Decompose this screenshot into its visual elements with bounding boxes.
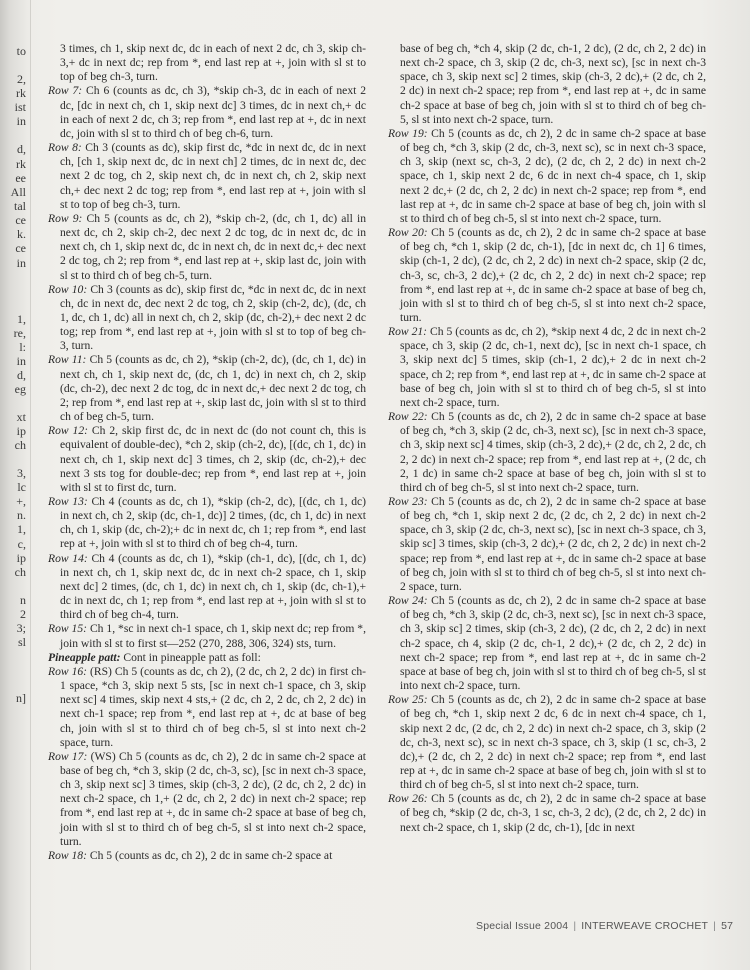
gutter-fragment: ee: [15, 171, 26, 185]
gutter-fragment: ch: [14, 438, 26, 452]
row-label: Row 15:: [48, 622, 87, 636]
gutter-fragment: xt: [16, 410, 26, 424]
gutter-fragment: ip: [16, 424, 26, 438]
pattern-row: [48, 622, 366, 650]
row-label: Row 12:: [48, 424, 88, 438]
pattern-row: [388, 42, 706, 127]
row-instructions: Ch 5 (counts as dc, ch 2), 2 dc in same ch-2 space at base of beg ch, *ch 3, skip (2 dc, ch-3, next sc), sc in next ch-3 space, ch 3, skip (next sc, ch-3, 2 dc), (2 dc, ch 2, 2 dc) in next ch-2 space, ch 1, skip next 2 dc, 6 dc in next ch-4 space, ch 1, skip next 2 dc,+ (2 dc, ch 2, 2 dc) in next ch-2 space; rep from *, end last rep at +, dc in same ch-2 space at base of beg ch, join with sl st to third ch of beg ch-5, sl st into next ch-2 space, turn.: [400, 126, 706, 225]
gutter-fragment: ce: [15, 241, 26, 255]
pattern-row: [388, 792, 706, 834]
gutter-fragment: 1,: [17, 312, 26, 326]
pattern-row: [48, 141, 366, 212]
gutter-fragment: 3,: [17, 466, 26, 480]
row-instructions: base of beg ch, *ch 4, skip (2 dc, ch-1, 2 dc), (2 dc, ch 2, 2 dc) in next ch-2 space, ch 3, skip (2 dc, ch-3, next sc), [sc in next ch-3 space, ch 3, skip next sc] 2 times, skip (ch-3, 2 dc),+ (2 dc, ch 2, 2 dc) in next ch-2 space; rep from *, end last rep at +, dc in same ch-2 space at base of beg ch, join with sl st to third ch of beg ch-5, sl st into next ch-2 space, turn.: [400, 42, 706, 126]
row-instructions: Ch 5 (counts as dc, ch 2), 2 dc in same ch-2 space at base of beg ch, *ch 1, skip (2 dc, ch-1), [dc in next dc, ch 1] 6 times, skip (ch-1, 2 dc), (2 dc, ch 2, 2 dc) in next ch-2 space, skip (2 dc, ch-3, sc, ch-3, 2 dc),+ (2 dc, ch 2, 2 dc) in next ch-2 space; rep from *, end last rep at +, dc in same ch-2 space at base of beg ch, join with sl st to third ch of beg ch-5, sl st into next ch-2 space, turn.: [400, 226, 706, 324]
gutter-fragment: ist: [14, 100, 26, 114]
pattern-row: [48, 849, 366, 863]
row-instructions: Ch 4 (counts as dc, ch 1), *skip (ch-2, dc), [(dc, ch 1, dc) in next ch, ch 2, skip (dc, ch-1, dc)] 2 times, (dc, ch 1, dc) in next ch, ch 1, skip (dc, ch-2);+ dc in next dc, ch 1; rep from *, end last rep at +, join with sl st to third ch of beg ch-4, turn.: [60, 495, 367, 551]
pattern-row: [388, 495, 706, 594]
row-instructions: Ch 6 (counts as dc, ch 3), *skip ch-3, dc in each of next 2 dc, [dc in next ch, ch 1, skip next dc] 3 times, dc in next ch,+ dc in each of next 2 dc, ch 3; rep from *, end last rep at +, dc in next dc, join with sl st to third ch of beg ch-6, turn.: [60, 84, 367, 140]
gutter-fragment: eg: [14, 382, 26, 396]
footer-issue: Special Issue 2004: [476, 920, 569, 932]
footer-page-number: 57: [721, 920, 734, 932]
gutter-fragment: rk: [16, 157, 26, 171]
gutter-fragment: in: [16, 256, 26, 270]
gutter-fragment: l:: [19, 340, 26, 354]
row-label: Row 24:: [388, 594, 428, 608]
gutter-fragment: d,: [17, 368, 26, 382]
row-label: Row 19:: [388, 126, 428, 140]
row-instructions: Ch 2, skip first dc, dc in next dc (do not count ch, this is equivalent of double-dec), *ch 2, skip (ch-2, dc), [(dc, ch 1, dc) in next ch, ch 1, skip next dc] 3 times, ch 2, skip (dc, ch-2),+ dec next 3 sts tog for double-dec; rep from *, end last rep at +, join with sl st to first dc, turn.: [60, 424, 366, 494]
footer-publication: INTERWEAVE CROCHET: [581, 920, 709, 932]
footer-separator: |: [713, 920, 717, 932]
pattern-row: [48, 665, 366, 750]
gutter-fragment: 2,: [17, 72, 26, 86]
pattern-row: [48, 84, 366, 141]
row-instructions: Ch 5 (counts as dc, ch 2), *skip ch-2, (dc, ch 1, dc) all in next dc, ch 2, skip ch-2, dec next 2 dc tog, dc in next dc, dc in next ch, ch 1, skip next dc, dc in next ch, dc in next dc,+ dec next 2 dc tog, ch 2; rep from *, end last rep at +, skip last dc, join with sl st to third ch of beg ch-5, turn.: [60, 211, 366, 282]
row-instructions: 3 times, ch 1, skip next dc, dc in each of next 2 dc, ch 3, skip ch-3,+ dc in next dc; rep from *, end last rep at +, join with sl st to top of beg ch-3, turn.: [60, 42, 366, 84]
pattern-row: [48, 424, 366, 495]
gutter-fragment: c,: [17, 537, 26, 551]
row-label: Row 10:: [48, 282, 88, 296]
gutter-fragment: d,: [17, 142, 26, 156]
gutter-fragment: ce: [15, 213, 26, 227]
row-instructions: Ch 1, *sc in next ch-1 space, ch 1, skip next dc; rep from *, join with sl st to first st—252 (270, 288, 306, 324) sts, turn.: [60, 622, 366, 650]
gutter-fragment: re,: [13, 326, 26, 340]
row-instructions: (WS) Ch 5 (counts as dc, ch 2), 2 dc in same ch-2 space at base of beg ch, *ch 3, skip (2 dc, ch-3, sc), [sc in next ch-3 space, ch 3, skip next sc] 3 times, skip (ch-3, 2 dc), (2 dc, ch 2, 2 dc) in next ch-2 space, ch 1,+ (2 dc, ch 2, 2 dc) in next ch-2 space; rep from *, end last rep at +, dc in same ch-2 space at base of beg ch, join with sl st to third ch of beg ch-5, sl st into next ch-2 space, turn.: [60, 749, 366, 848]
row-label: Row 8:: [48, 141, 82, 155]
pattern-row: [48, 42, 366, 84]
gutter-fragment: k.: [17, 227, 26, 241]
pattern-row: [388, 325, 706, 410]
gutter-fragment: 1,: [17, 522, 26, 536]
gutter-fragment: ip: [16, 551, 26, 565]
row-label: Row 9:: [48, 211, 83, 225]
pattern-row: [388, 693, 706, 792]
pattern-row: [388, 410, 706, 495]
row-label: Row 11:: [48, 353, 87, 367]
row-instructions: Ch 3 (counts as dc), skip first dc, *dc in next dc, dc in next ch, [ch 1, skip next dc, dc in next ch] 2 times, dc in next dc, dec next 2 dc tog, ch 2, skip next ch, dc in next ch, ch 2, skip next ch,+ dec next 2 dc tog; rep from *, end last rep at +, join with sl st to top of beg ch-3, turn.: [60, 141, 366, 211]
section-heading: Pineapple patt:: [48, 650, 121, 664]
gutter-fragment: rk: [16, 86, 26, 100]
row-label: Row 13:: [48, 495, 88, 508]
pattern-row: [48, 750, 366, 849]
row-label: Row 17:: [48, 749, 88, 763]
gutter-fragment: All: [10, 185, 26, 199]
row-label: Row 14:: [48, 551, 88, 565]
row-label: Row 26:: [388, 792, 428, 806]
gutter-fragment: lc: [17, 480, 26, 494]
row-instructions: Ch 5 (counts as dc, ch 2), 2 dc in same ch-2 space at base of beg ch, *ch 1, skip next 2 dc, (2 dc, ch 2, 2 dc) in next ch-2 space, ch 3, skip (2 dc, ch-3, next sc), [sc in next ch-3 space, ch 3, skip sc] 3 times, skip (ch-3, 2 dc),+ (2 dc, ch 2, 2 dc) in next ch-2 space; rep from *, end last rep at +, dc in same ch-2 space at base of beg ch, join with sl st to third ch of beg ch-5, sl st into next ch-2 space, turn.: [400, 495, 706, 593]
row-label: Row 18:: [48, 848, 87, 862]
row-label: Row 23:: [388, 495, 428, 508]
page-footer: [476, 920, 733, 932]
left-column: [48, 42, 366, 863]
row-label: Row 20:: [388, 226, 428, 240]
row-instructions: Cont in pineapple patt as foll:: [123, 650, 261, 664]
row-instructions: Ch 4 (counts as dc, ch 1), *skip (ch-1, dc), [(dc, ch 1, dc) in next ch, ch 1, skip next dc, dc in next ch-2 space, ch 1, skip next dc] 2 times, (dc, ch 1, dc) in next ch, ch 1, skip (dc, ch-1),+ dc in next dc, ch 1; rep from *, end last rep at +, join with sl st to third ch of beg ch-4, turn.: [60, 551, 367, 622]
gutter-fragment: n: [20, 593, 26, 607]
row-instructions: Ch 5 (counts as dc, ch 2), 2 dc in same ch-2 space at base of beg ch, *ch 3, skip (2 dc, ch-3, next sc), [sc in next ch-3 space, ch 3, skip sc] 2 times, skip (ch-3, 2 dc), (2 dc, ch 2, 2 dc) in next ch-2 space, ch 4, skip (2 dc, ch-1, 2 dc),+ (2 dc, ch 2, 2 dc) in next ch-2 space; rep from *, end last rep at +, dc in same ch-2 space at base of beg ch, join with sl st to third ch of beg ch-5, sl st into next ch-2 space, turn.: [400, 594, 706, 693]
previous-page-gutter: [0, 0, 31, 970]
right-column: [388, 42, 706, 835]
row-instructions: Ch 5 (counts as dc, ch 2), 2 dc in same ch-2 space at base of beg ch, *skip (2 dc, ch-3, 1 sc, ch-3, 2 dc), (2 dc, ch 2, 2 dc) in next ch-2 space, ch 1, skip (2 dc, ch-1), [dc in next: [400, 792, 706, 834]
pattern-row: [388, 594, 706, 693]
row-label: Row 22:: [388, 410, 428, 424]
gutter-fragment: tal: [14, 199, 26, 213]
pattern-row: [48, 353, 366, 424]
gutter-fragment: in: [16, 354, 26, 368]
gutter-fragment: 3;: [16, 621, 26, 635]
gutter-fragment: 2: [20, 607, 26, 621]
gutter-fragment: n.: [17, 508, 26, 522]
row-instructions: Ch 3 (counts as dc), skip first dc, *dc in next dc, dc in next ch, dc in next dc, dec next 2 dc tog, ch 2, skip (ch-2, dc), (dc, ch 1, dc, ch 1, dc) all in next ch, ch 2, skip (dc, ch-2),+ dec next 2 dc tog; rep from *, end last rep at +, join with sl st to top of beg ch-3, turn.: [60, 282, 366, 353]
section-heading-row: [48, 651, 366, 665]
row-instructions: Ch 5 (counts as dc, ch 2), 2 dc in same ch-2 space at base of beg ch, *ch 3, skip (2 dc, ch-3, next sc), [sc in next ch-3 space, ch 3, skip next sc] 4 times, skip (ch-3, 2 dc),+ (2 dc, ch 2, 2 dc, ch 2, 2 dc) in next ch-2 space; rep from *, end last rep at +, (2 dc, ch 2, 1 dc) in same ch-2 space at base of beg ch, join with sl st to third ch of beg ch-5, sl st into next ch-2 space, turn.: [400, 410, 706, 494]
gutter-fragment: ch: [14, 565, 26, 579]
row-label: Row 7:: [48, 84, 83, 98]
row-instructions: Ch 5 (counts as dc, ch 2), 2 dc in same ch-2 space at base of beg ch, *ch 1, skip next 2 dc, 6 dc in next ch-4 space, ch 1, skip next 2 dc, (2 dc, ch 2, 2 dc) in next ch-2 space, ch 3, skip (2 dc, ch-3, next sc), sc in next ch-3 space, ch 3, skip (1 sc, ch-3, 2 dc),+ (2 dc, ch 2, 2 dc) in next ch-2 space; rep from *, end last rep at +, dc in same ch-2 space at base of beg ch, join with sl st to third ch of beg ch-5, sl st into next ch-2 space, turn.: [400, 693, 706, 792]
pattern-row: [388, 127, 706, 226]
gutter-fragment: sl: [17, 635, 26, 649]
row-instructions: Ch 5 (counts as dc, ch 2), *skip (ch-2, dc), (dc, ch 1, dc) in next ch, ch 1, skip next dc, (dc, ch 1, dc) in next ch, ch 2, skip (dc, ch-2), dec next 2 dc tog, dc in next dc,+ dec next 2 dc tog, ch 2; rep from *, end last rep at +, skip last dc, join with sl st to third ch of beg ch-5, turn.: [60, 353, 366, 424]
pattern-row: [48, 283, 366, 354]
row-label: Row 16:: [48, 664, 88, 678]
pattern-row: [388, 226, 706, 325]
pattern-row: [48, 552, 366, 623]
row-label: Row 25:: [388, 693, 428, 707]
row-instructions: Ch 5 (counts as dc, ch 2), *skip next 4 dc, 2 dc in next ch-2 space, ch 3, skip (2 dc, ch-1, next dc), [sc in next ch-1 space, ch 3, skip next dc] 5 times, skip (ch-1, 2 dc),+ 2 dc in next ch-2 space, ch 2; rep from *, end last rep at +, dc in same ch-2 space at base of beg ch, join with sl st to third ch of beg ch-5, sl st into next ch-2 space, turn.: [400, 325, 706, 409]
row-instructions: (RS) Ch 5 (counts as dc, ch 2), (2 dc, ch 2, 2 dc) in first ch-1 space, *ch 3, skip next 5 sts, [sc in next ch-1 space, ch 3, skip next sc] 4 times, skip next 4 sts,+ (2 dc, ch 2, 2 dc, ch 2, 2 dc) in next ch-1 space; rep from *, end last rep at +, dc at base of beg ch, join with sl st to third ch of beg ch-5, sl st into next ch-2 space, turn.: [60, 664, 366, 749]
row-label: Row 21:: [388, 325, 428, 339]
pattern-row: [48, 212, 366, 283]
pattern-row: [48, 495, 366, 552]
row-instructions: Ch 5 (counts as dc, ch 2), 2 dc in same ch-2 space at: [89, 848, 333, 862]
gutter-fragment: +,: [16, 494, 26, 508]
gutter-fragment: n]: [16, 691, 26, 705]
gutter-fragment: in: [16, 114, 26, 128]
gutter-fragment: to: [16, 44, 26, 58]
footer-separator: |: [573, 920, 577, 932]
